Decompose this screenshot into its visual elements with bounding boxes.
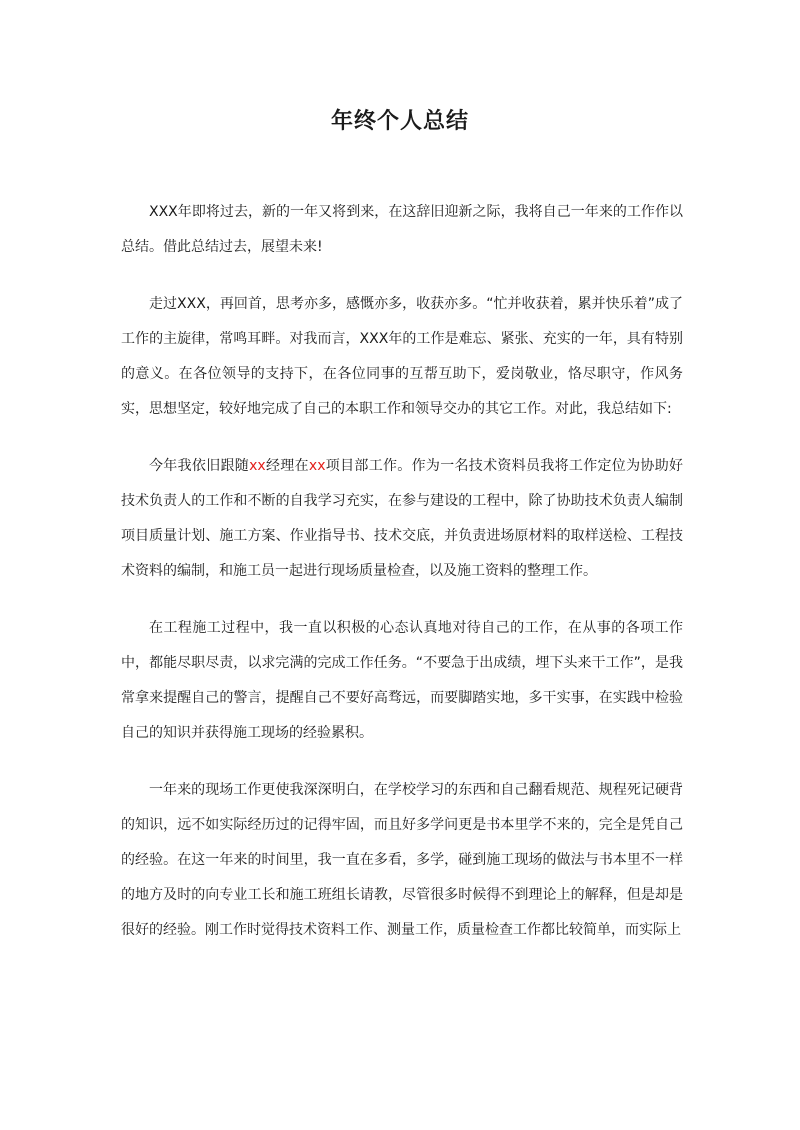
- paragraph-intro: XXX年即将过去，新的一年又将到来，在这辞旧迎新之际，我将自己一年来的工作作以总结。借此总结过去，展望未来!: [121, 204, 683, 255]
- paragraph-experience: 一年来的现场工作更使我深深明白，在学校学习的东西和自己翻看规范、规程死记硬背的知识，远不如实际经历过的记得牢固，而且好多学问更是书本里学不来的，完全是凭自己的经验。在这一年来的时间里，我一直在多看，多学，碰到施工现场的做法与书本里不一样的地方及时的向专业工长和施工班组长请教，尽管很多时候得不到理论上的解释，但是却是很好的经验。刚工作时觉得技术资料工作、测量工作，质量检查工作都比较简单，而实际上: [121, 782, 683, 938]
- paragraph-attitude: 在工程施工过程中，我一直以积极的心态认真地对待自己的工作，在从事的各项工作中，都能尽职尽责，以求完满的完成工作任务。“不要急于出成绩，埋下头来干工作”，是我常拿来提醒自己的警言，提醒自己不要好高骛远，而要脚踏实地，多干实事，在实践中检验自己的知识并获得施工现场的经验累积。: [121, 620, 683, 741]
- document-body: [121, 195, 683, 970]
- paragraph-role-text-start: 今年我依旧跟随: [149, 458, 250, 474]
- document-title: 年终个人总结: [330, 109, 469, 134]
- paragraph-review: 走过XXX，再回首，思考亦多，感慨亦多，收获亦多。“忙并收获着，累并快乐着”成了工作的主旋律，常鸣耳畔。对我而言，XXX年的工作是难忘、紧张、充实的一年，具有特别的意义。在各位领导的支持下，在各位同事的互帮互助下，爱岗敬业，恪尽职守，作风务实，思想坚定，较好地完成了自己的本职工作和领导交办的其它工作。对此，我总结如下:: [121, 296, 683, 417]
- project-name-placeholder: xx: [308, 458, 326, 474]
- manager-name-placeholder: xx: [249, 458, 266, 474]
- paragraph-role-text-end: 项目部工作。作为一名技术资料员我将工作定位为协助好技术负责人的工作和不断的自我学习充实，在参与建设的工程中，除了协助技术负责人编制项目质量计划、施工方案、作业指导书、技术交底，并负责进场原材料的取样送检、工程技术资料的编制，和施工员一起进行现场质量检查，以及施工资料的整理工作。: [121, 458, 684, 579]
- paragraph-role: [121, 449, 683, 589]
- paragraph-role-text-middle: 经理在: [265, 458, 309, 474]
